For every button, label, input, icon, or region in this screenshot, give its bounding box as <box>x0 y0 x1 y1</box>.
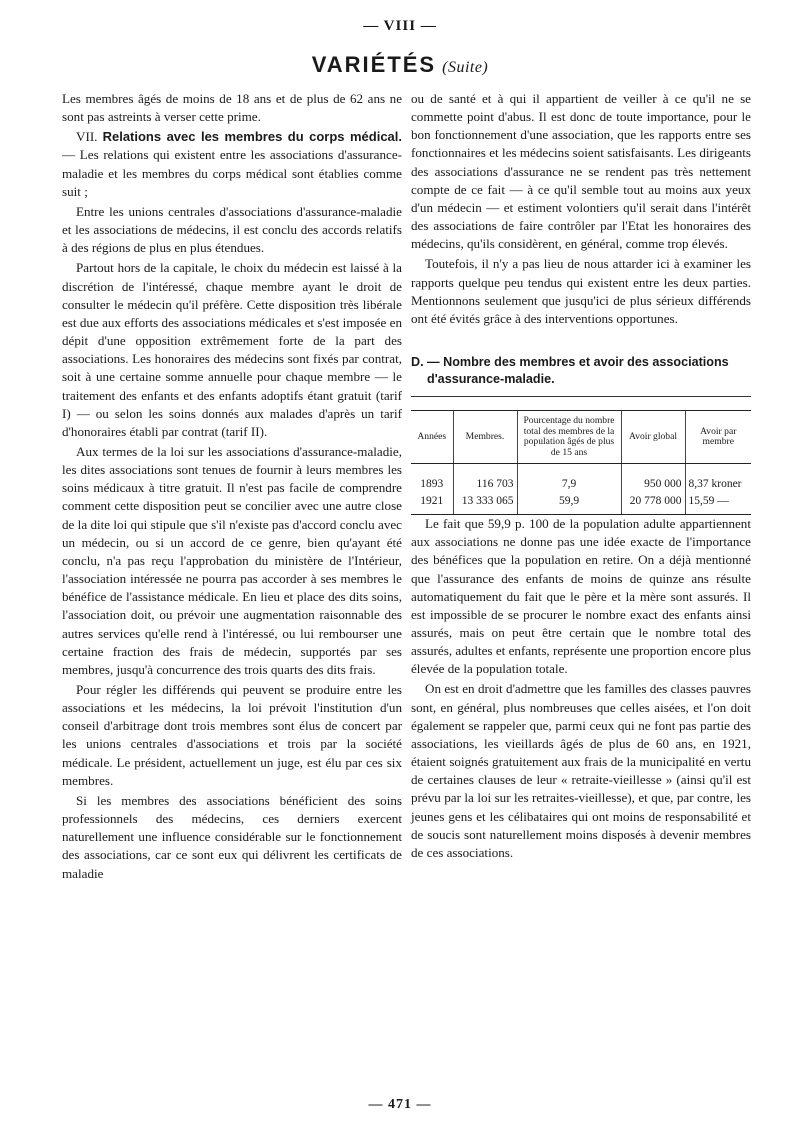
table-spacer <box>411 464 751 477</box>
table-row <box>411 476 751 493</box>
cell-percentage: 7,9 <box>517 476 621 493</box>
right-column <box>411 90 751 862</box>
cell-year: 1893 <box>420 478 444 491</box>
page-number: — 471 — <box>368 1097 432 1112</box>
column-header-percentage: Pourcentage du nombre total des membres de la population âgés de plus de 15 ans <box>517 411 621 464</box>
column-header-assets-per-member: Avoir par membre <box>685 411 751 464</box>
column-header-years: Années <box>411 411 453 464</box>
cell-assets-per-member: 15,59 — <box>685 493 751 515</box>
cell-year: 1921 <box>411 493 453 515</box>
section-letter: D. <box>411 355 424 370</box>
table-header-row <box>411 411 751 464</box>
paragraph: Toutefois, il n'y a pas lieu de nous attarder ici à examiner les rapports quelque peu tendus qui existent entre les deux parties. Mentionnons seulement que jusqu'ici de plus sérieux différends ont été évités grâce à des interventions opportunes. <box>411 256 751 326</box>
cell-members: 116 703 <box>453 476 517 493</box>
column-header-members: Membres. <box>453 411 517 464</box>
paragraph: Aux termes de la loi sur les associations d'assurance-maladie, les dites associations sont tenues de fournir à leurs membres les soins médicaux à titre gratuit. Il n'est pas facile de comprendre comment cette disposition peut se concilier avec une autre close de la dite loi qui stipule que s'il n'existe pas d'accord conclu avec un médecin, ou si un accord de ce genre, bien qu'ayant été conclu, n'a pas reçu l'approbation du ministère de l'Intérieur, l'association intéressée ne pourra pas accorder à ses membres le bénéfice de l'assistance médicale. En lieu et place des dits soins, l'association doit, ou prévoir une augmentation raisonnable des autres services qu'elle rend à l'intéressé, ou lui rembourser une certaine fraction des frais de médecin, supportés par ses membres, jusqu'à concurrence des trois quarts des dits frais. <box>62 443 402 677</box>
section-d-title: — Nombre des membres et avoir des associations d'assurance-maladie. <box>427 355 729 387</box>
title-text: VARIÉTÉS <box>311 52 437 77</box>
left-column <box>62 90 402 883</box>
cell-global-assets: 950 000 <box>621 476 685 493</box>
cell-percentage: 59,9 <box>517 493 621 515</box>
cell-global-assets: 20 778 000 <box>621 493 685 515</box>
paragraph: Le fait que 59,9 p. 100 de la population adulte appartiennent aux associations ne donne pas une idée exacte de l'importance des bénéfices que la population en retire. On a déjà mentionné que l'assurance des enfants de moins de quinze ans résulte automatiquement du fait que le père et la mère sont assurés. Il est impossible de se procurer le nombre exact des enfants ainsi assurés, mais on peut être certain que le nombre total des assurés, adultes et enfants, représente une proportion encore plus élevée de la population totale. <box>411 516 751 677</box>
paragraph: Entre les unions centrales d'associations d'assurance-maladie et les associations de médecins, il est conclu des accords relatifs à des régions de plus en plus étendues. <box>62 203 402 256</box>
cell-assets-per-member: 8,37 kroner <box>685 476 751 493</box>
cell-members: 13 333 065 <box>453 493 517 515</box>
heading-rule <box>411 396 751 397</box>
paragraph: Les membres âgés de moins de 18 ans et de plus de 62 ans ne sont pas astreints à verser cette prime. <box>62 91 402 125</box>
section-number: VII. <box>76 129 98 145</box>
section-title: Relations avec les membres du corps médical. <box>102 129 403 145</box>
column-header-global-assets: Avoir global <box>621 411 685 464</box>
table-row <box>411 493 751 515</box>
paragraph: ou de santé et à qui il appartient de veiller à ce qu'il ne se commette point d'abus. Il est donc de toute importance, pour le bon fonctionnement d'une association, que les rapports entre ses fonctionnaires et les médecins soient satisfaisants. Les dirigeants des associations d'assurance ne se rendent pas très nettement compte de ce fait — à ce qu'il semble tout au moins aux yeux d'un médecin — et estiment volontiers qu'il serait dans l'intérêt des associations de faire contrôler par l'Etat les honoraires des médecins, qu'ils considèrent, en général, comme trop élevés. <box>411 91 751 252</box>
page-title <box>0 52 800 78</box>
paragraph: Partout hors de la capitale, le choix du médecin est laissé à la discrétion de l'intéressé, chaque membre ayant le droit de consulter le médecin qu'il préfère. Cette disposition très libérale est due aux efforts des associations médicales et s'est imposée en dépit d'une opposition extrêmement forte de la part des associations. Les honoraires des médecins sont fixés par contrat, soit à une certaine somme annuelle pour chaque membre — le traitement des enfants et des enfants adoptifs étant gratuit (tarif I) — ou selon les soins donnés aux malades d'après un tarif d'honoraires établi par contrat (tarif II). <box>62 260 402 439</box>
title-suite: (Suite) <box>442 59 489 76</box>
paragraph: On est en droit d'admettre que les familles des classes pauvres sont, en général, plus nombreuses que celles aisées, et l'on doit également se rappeler que, parmi ceux qui ne font pas partie des associations, les vieillards âgés de plus de 60 ans, en 1921, étaient soignés gratuitement aux frais de la municipalité en vertu de certaines clauses de leur « retraite-vieillesse » (ainsi qu'il est prévu par la loi sur les retraites-vieillesse), et que, par contre, les jeunes gens et les célibataires qui ont moins de responsabilité et de soucis sont naturellement moins disposés à devenir membres de ces associations. <box>411 681 751 860</box>
statistics-table <box>411 410 751 515</box>
section-text: — Les relations qui existent entre les associations d'assurance-maladie et les membres du corps médical sont établies comme suit ; <box>62 147 402 199</box>
paragraph: Si les membres des associations bénéficient des soins professionnels des médecins, ces derniers exercent naturellement une influence considérable sur le fonctionnement des associations, car ce sont eux qui délivrent les certificats de maladie <box>62 792 402 881</box>
page-section-number: — VIII — <box>363 18 437 34</box>
paragraph: Pour régler les différends qui peuvent se produire entre les associations et les médecins, la loi prévoit l'institution d'un conseil d'arbitrage dont trois membres sont élus de concert par les unions centrales d'associations et trois par la société médicale. Le président, actuellement un juge, est élu par ces six membres. <box>62 682 402 788</box>
section-d-heading <box>411 354 751 388</box>
section-vii-paragraph <box>62 128 402 201</box>
